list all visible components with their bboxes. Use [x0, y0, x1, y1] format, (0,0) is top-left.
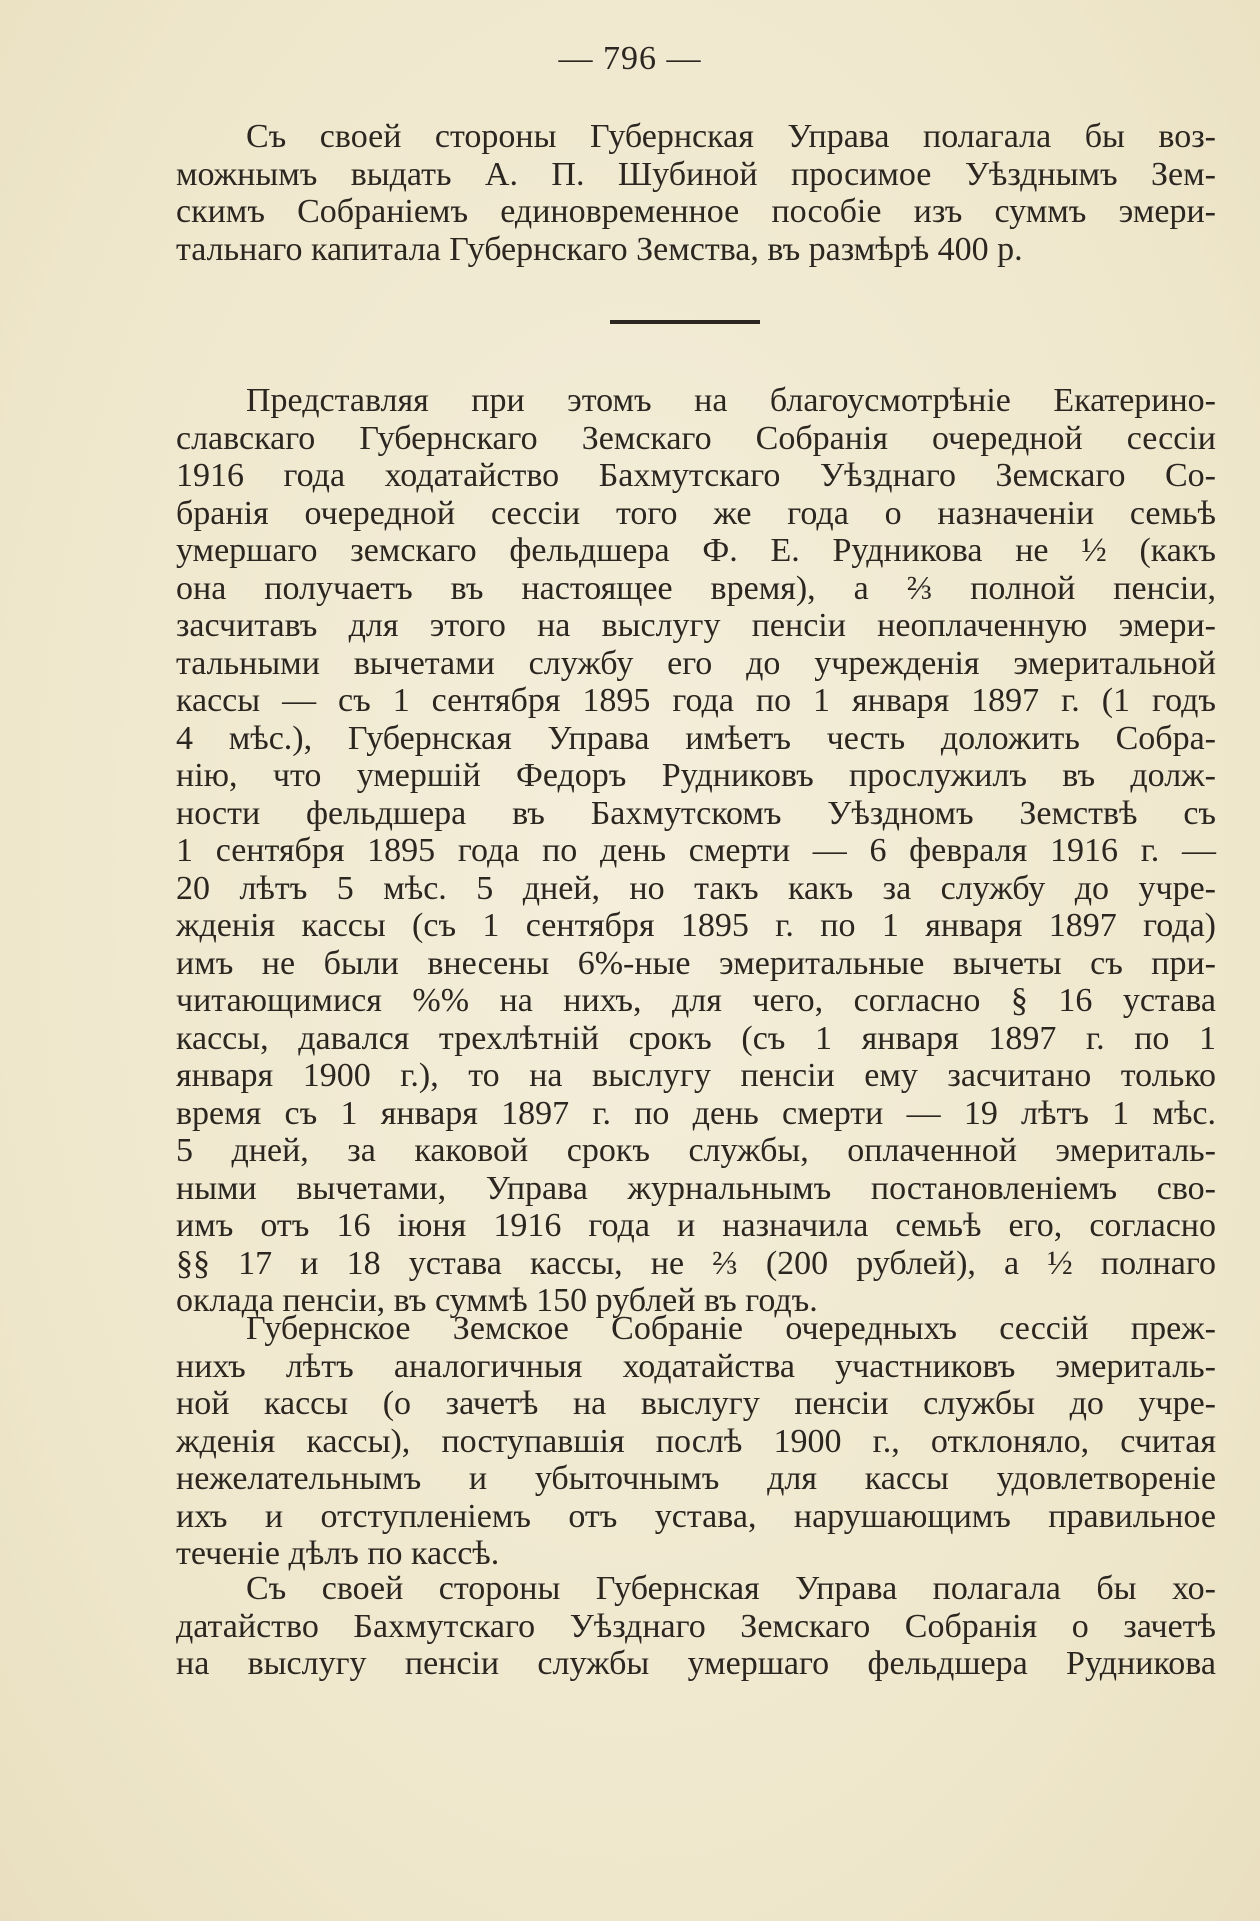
text-line: теченіе дѣлъ по кассѣ.	[176, 1535, 500, 1572]
text-line: Представляя при этомъ на благоусмотрѣніе Екатерино-	[246, 382, 1216, 419]
text-line: нихъ лѣтъ аналогичныя ходатайства участниковъ эмериталь-	[176, 1347, 1216, 1385]
text-line: 5 дней, за каковой срокъ службы, оплаченной эмериталь-	[176, 1132, 1216, 1169]
text-line: ными вычетами, Управа журнальнымъ постановленіемъ сво-	[176, 1169, 1216, 1207]
text-line: тальнаго капитала Губернскаго Земства, въ размѣрѣ 400 р.	[176, 230, 1023, 268]
text-line: Губернское Земское Собраніе очередныхъ сессій преж-	[246, 1310, 1216, 1347]
text-line: Съ своей стороны Губернская Управа полагала бы воз-	[246, 118, 1216, 155]
text-line: нежелательнымъ и убыточнымъ для кассы удовлетвореніе	[176, 1460, 1216, 1497]
text-line: умершаго земскаго фельдшера Ф. Е. Рудникова не ½ (какъ	[176, 532, 1216, 569]
text-line: 1916 года ходатайство Бахмутскаго Уѣзднаго Земскаго Со-	[176, 457, 1216, 494]
text-line: имъ отъ 16 іюня 1916 года и назначила семьѣ его, согласно	[176, 1207, 1216, 1244]
text-line: ной кассы (о зачетѣ на выслугу пенсіи службы до учре-	[176, 1385, 1216, 1422]
text-line: кассы, давался трехлѣтній срокъ (съ 1 января 1897 г. по 1	[176, 1019, 1216, 1057]
text-line: 4 мѣс.), Губернская Управа имѣетъ честь доложить Собра-	[176, 719, 1216, 757]
text-line: жденія кассы), поступавшія послѣ 1900 г., отклоняло, считая	[176, 1422, 1216, 1460]
text-line: тальными вычетами службу его до учрежденія эмеритальной	[176, 644, 1216, 682]
paragraph-previous-sessions	[176, 1310, 1216, 1573]
text-line: ихъ и отступленіемъ отъ устава, нарушающимъ правильное	[176, 1497, 1216, 1535]
text-line: читающимися %% на нихъ, для чего, согласно § 16 устава	[176, 982, 1216, 1019]
text-line: имъ не были внесены 6%-ные эмеритальные вычеты съ при-	[176, 944, 1216, 982]
text-line: время съ 1 января 1897 г. по день смерти — 19 лѣтъ 1 мѣс.	[176, 1094, 1216, 1132]
text-line: жденія кассы (съ 1 сентября 1895 г. по 1 января 1897 года)	[176, 907, 1216, 944]
paragraph-uprava-opinion	[176, 1570, 1216, 1683]
text-line: бранія очередной сессіи того же года о назначеніи семьѣ	[176, 494, 1216, 532]
page-number: — 796 —	[558, 40, 702, 77]
text-line: на выслугу пенсіи службы умершаго фельдшера Рудникова	[176, 1645, 1216, 1682]
text-line: славскаго Губернскаго Земскаго Собранія очередной сессіи	[176, 419, 1216, 457]
text-line: кассы — съ 1 сентября 1895 года по 1 января 1897 г. (1 годъ	[176, 682, 1216, 719]
text-line: §§ 17 и 18 устава кассы, не ⅔ (200 рублей), а ½ полнаго	[176, 1244, 1216, 1282]
text-line: скимъ Собраніемъ единовременное пособіе изъ суммъ эмери-	[176, 193, 1216, 230]
text-line: датайство Бахмутскаго Уѣзднаго Земскаго Собранія о зачетѣ	[176, 1607, 1216, 1645]
paragraph-rudnikov-petition	[176, 382, 1216, 1320]
text-line: засчитавъ для этого на выслугу пенсіи неоплаченную эмери-	[176, 607, 1216, 644]
paragraph-shubina-allowance	[176, 118, 1216, 268]
section-divider	[610, 320, 760, 324]
text-line: можнымъ выдать А. П. Шубиной просимое Уѣзднымъ Зем-	[176, 155, 1216, 193]
text-line: она получаетъ въ настоящее время), а ⅔ полной пенсіи,	[176, 569, 1216, 607]
text-line: оклада пенсіи, въ суммѣ 150 рублей въ годъ.	[176, 1282, 818, 1319]
text-line: 1 сентября 1895 года по день смерти — 6 февраля 1916 г. —	[176, 832, 1216, 869]
text-line: Съ своей стороны Губернская Управа полагала бы хо-	[246, 1570, 1216, 1607]
text-line: нію, что умершій Федоръ Рудниковъ прослужилъ въ долж-	[176, 757, 1216, 794]
text-line: 20 лѣтъ 5 мѣс. 5 дней, но такъ какъ за службу до учре-	[176, 869, 1216, 907]
text-line: января 1900 г.), то на выслугу пенсіи ему засчитано только	[176, 1057, 1216, 1094]
text-line: ности фельдшера въ Бахмутскомъ Уѣздномъ Земствѣ съ	[176, 794, 1216, 832]
